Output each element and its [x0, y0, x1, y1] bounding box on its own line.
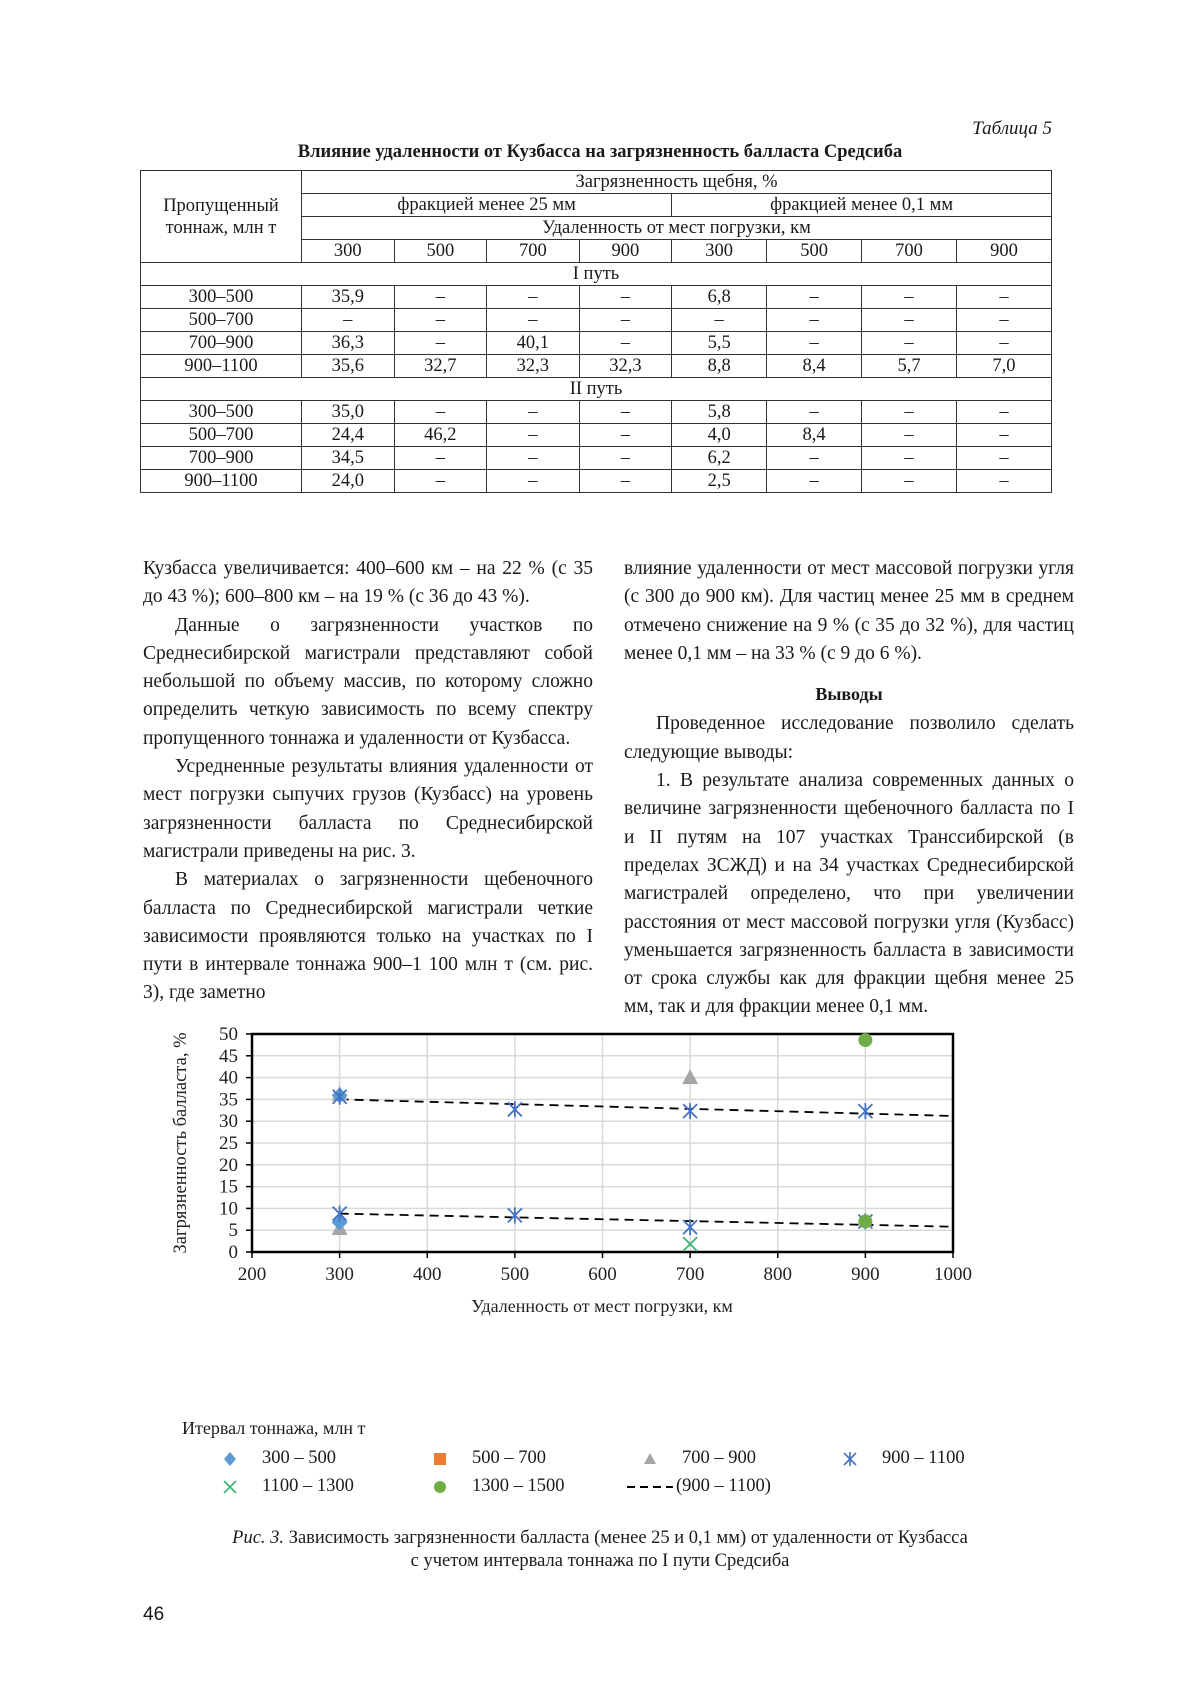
value-cell: 36,3: [302, 332, 395, 355]
value-cell: –: [394, 401, 487, 424]
value-cell: –: [956, 470, 1051, 493]
value-cell: 32,3: [579, 355, 672, 378]
value-cell: –: [767, 470, 862, 493]
table-row: [141, 401, 1052, 424]
legend-item: [212, 1448, 336, 1469]
header-distance-value: 900: [579, 240, 672, 263]
tonnage-cell: 500–700: [141, 424, 302, 447]
value-cell: –: [579, 309, 672, 332]
value-cell: –: [862, 401, 957, 424]
value-cell: –: [579, 470, 672, 493]
x-tick-label: 700: [675, 1264, 705, 1285]
x-tick-label: 500: [500, 1264, 530, 1285]
header-distance-value: 500: [394, 240, 487, 263]
value-cell: –: [862, 424, 957, 447]
value-cell: –: [302, 309, 395, 332]
legend-label: 900 – 1100: [882, 1448, 965, 1468]
y-tick-label: 20: [219, 1154, 238, 1176]
value-cell: 5,7: [862, 355, 957, 378]
value-cell: 46,2: [394, 424, 487, 447]
value-cell: –: [579, 332, 672, 355]
legend-item: [212, 1476, 354, 1497]
data-point-star: [508, 1207, 522, 1223]
legend-label: (900 – 1100): [676, 1476, 771, 1496]
value-cell: 35,9: [302, 286, 395, 309]
legend-label: 700 – 900: [682, 1448, 756, 1468]
tonnage-cell: 700–900: [141, 332, 302, 355]
value-cell: –: [956, 424, 1051, 447]
header-distance-value: 300: [672, 240, 767, 263]
legend-item: [832, 1448, 965, 1469]
y-tick-label: 0: [228, 1242, 238, 1263]
legend-item: [422, 1448, 546, 1469]
value-cell: –: [394, 470, 487, 493]
y-tick-label: 25: [219, 1133, 238, 1154]
header-tonnage: Пропущенный тоннаж, млн т: [141, 171, 302, 263]
legend-item-trendline: [626, 1476, 771, 1497]
value-cell: –: [487, 286, 580, 309]
paragraph: Усредненные результаты влияния удаленности от мест погрузки сыпучих грузов (Кузбасс) на уровень загрязненности балласта по Среднесибирской магистрали приведены на рис. 3.: [143, 756, 593, 862]
value-cell: –: [956, 332, 1051, 355]
y-tick-label: 5: [228, 1220, 238, 1242]
caption-line-2: с учетом интервала тоннажа по I пути Средсиба: [410, 1551, 790, 1571]
tonnage-cell: 700–900: [141, 447, 302, 470]
y-tick-label: 15: [219, 1176, 238, 1198]
value-cell: 6,8: [672, 286, 767, 309]
header-fraction-01: фракцией менее 0,1 мм: [672, 194, 1052, 217]
value-cell: –: [487, 401, 580, 424]
caption-line-1: Зависимость загрязненности балласта (менее 25 и 0,1 мм) от удаленности от Кузбасса: [288, 1528, 968, 1548]
section-title: II путь: [141, 378, 1052, 401]
value-cell: 8,8: [672, 355, 767, 378]
y-tick-label: 35: [219, 1089, 238, 1111]
value-cell: 4,0: [672, 424, 767, 447]
value-cell: 5,8: [672, 401, 767, 424]
value-cell: 24,4: [302, 424, 395, 447]
x-tick-label: 1000: [934, 1264, 972, 1285]
value-cell: –: [487, 424, 580, 447]
x-tick-label: 900: [851, 1264, 880, 1285]
table-row: [141, 470, 1052, 493]
value-cell: 6,2: [672, 447, 767, 470]
header-distance-value: 500: [767, 240, 862, 263]
y-tick-label: 45: [219, 1045, 238, 1067]
y-axis-label: Загрязненность балласта, %: [171, 1032, 191, 1254]
legend-label: 300 – 500: [262, 1448, 336, 1468]
header-distance-value: 900: [956, 240, 1051, 263]
header-fraction-25: фракцией менее 25 мм: [302, 194, 672, 217]
paragraph: Проведенное исследование позволило сделать следующие выводы:: [624, 713, 1074, 763]
value-cell: 40,1: [487, 332, 580, 355]
x-tick-label: 200: [237, 1264, 267, 1285]
table-row: [141, 355, 1052, 378]
x-tick-label: 600: [588, 1264, 617, 1285]
table-row: [141, 309, 1052, 332]
value-cell: 35,6: [302, 355, 395, 378]
value-cell: –: [862, 470, 957, 493]
data-point-triangle: [682, 1069, 698, 1084]
value-cell: –: [487, 470, 580, 493]
value-cell: –: [767, 286, 862, 309]
tonnage-cell: 300–500: [141, 401, 302, 424]
value-cell: –: [487, 309, 580, 332]
page-number: 46: [143, 1604, 165, 1625]
conclusions-heading: Выводы: [815, 684, 883, 705]
x-tick-label: 400: [413, 1264, 442, 1285]
y-tick-label: 50: [219, 1024, 238, 1045]
value-cell: –: [767, 332, 862, 355]
value-cell: –: [956, 309, 1051, 332]
value-cell: –: [579, 424, 672, 447]
x-axis-label: Удаленность от мест погрузки, км: [471, 1296, 733, 1316]
y-tick-label: 30: [219, 1111, 238, 1133]
data-point-star: [508, 1101, 522, 1117]
legend-star-icon: [832, 1449, 868, 1469]
value-cell: –: [394, 309, 487, 332]
legend-item: [422, 1476, 565, 1497]
data-point-star: [683, 1103, 697, 1119]
tonnage-cell: 500–700: [141, 309, 302, 332]
value-cell: 8,4: [767, 424, 862, 447]
legend-x-icon: [212, 1477, 248, 1497]
value-cell: –: [394, 332, 487, 355]
text-column-right: [624, 555, 1074, 1022]
header-contamination: Загрязненность щебня, %: [302, 171, 1052, 194]
paragraph: влияние удаленности от мест массовой погрузки угля (с 300 до 900 км). Для частиц менее 25 мм в среднем отмечено снижение на 9 % (с 35 до 32 %), для частиц менее 0,1 мм – на 33 % (с 9 до 6 %).: [624, 558, 1074, 664]
y-tick-label: 40: [219, 1067, 238, 1089]
value-cell: 5,5: [672, 332, 767, 355]
value-cell: 32,7: [394, 355, 487, 378]
data-point-circle: [858, 1214, 872, 1228]
text-column-left: [143, 555, 593, 1008]
value-cell: 24,0: [302, 470, 395, 493]
legend-label: 1100 – 1300: [262, 1476, 354, 1496]
header-distance: Удаленность от мест погрузки, км: [302, 217, 1052, 240]
value-cell: –: [487, 447, 580, 470]
legend-triangle-icon: [632, 1449, 668, 1469]
value-cell: –: [579, 447, 672, 470]
x-tick-label: 300: [325, 1264, 354, 1285]
x-tick-label: 800: [763, 1264, 792, 1285]
value-cell: –: [394, 447, 487, 470]
legend-dashed-line-icon: [626, 1477, 674, 1497]
paragraph: 1. В результате анализа современных данных о величине загрязненности щебеночного балласта по I и II путям на 107 участках Транссибирской (в пределах ЗСЖД) и на 34 участках Среднесибирской магистралей определено, что при увеличении расстояния от мест массовой погрузки угля (Кузбасс) уменьшается загрязненность балласта в зависимости от срока службы как для фракции щебня менее 25 мм, так и для фракции менее 0,1 мм.: [624, 770, 1074, 1018]
value-cell: 8,4: [767, 355, 862, 378]
tonnage-cell: 900–1100: [141, 470, 302, 493]
paragraph: В материалах о загрязненности щебеночного балласта по Среднесибирской магистрали четкие зависимости проявляются только на участках по I пути в интервале тоннажа 900–1 100 млн т (см. рис. 3), где заметно: [143, 869, 593, 1004]
value-cell: –: [767, 447, 862, 470]
value-cell: –: [767, 309, 862, 332]
table-title: Влияние удаленности от Кузбасса на загрязненность балласта Средсиба: [297, 142, 903, 162]
value-cell: –: [579, 401, 672, 424]
table-row: [141, 447, 1052, 470]
legend-circle-icon: [422, 1477, 458, 1497]
value-cell: –: [862, 309, 957, 332]
y-tick-label: 10: [219, 1198, 238, 1220]
figure-caption: [140, 1527, 1060, 1573]
section-row: [141, 378, 1052, 401]
legend-diamond-icon: [212, 1449, 248, 1469]
tonnage-cell: 900–1100: [141, 355, 302, 378]
header-distance-value: 700: [862, 240, 957, 263]
paragraph: Кузбасса увеличивается: 400–600 км – на 22 % (с 35 до 43 %); 600–800 км – на 19 % (с 36 до 43 %).: [143, 558, 593, 608]
legend-label: 1300 – 1500: [472, 1476, 565, 1496]
value-cell: 34,5: [302, 447, 395, 470]
legend-title: Итервал тоннажа, млн т: [182, 1418, 366, 1438]
value-cell: –: [862, 332, 957, 355]
data-point-star: [683, 1219, 697, 1235]
value-cell: 35,0: [302, 401, 395, 424]
value-cell: –: [862, 447, 957, 470]
table-row: [141, 286, 1052, 309]
legend-square-icon: [422, 1449, 458, 1469]
section-row: [141, 263, 1052, 286]
legend-label: 500 – 700: [472, 1448, 546, 1468]
paragraph: Данные о загрязненности участков по Среднесибирской магистрали представляют собой небольшой по объему массив, по которому сложно определить четкую зависимость по всему спектру пропущенного тоннажа и удаленности от Кузбасса.: [143, 614, 593, 749]
table-number-label: Таблица 5: [972, 118, 1052, 139]
value-cell: –: [956, 447, 1051, 470]
value-cell: –: [767, 401, 862, 424]
contamination-table: [140, 170, 1052, 493]
value-cell: 32,3: [487, 355, 580, 378]
value-cell: –: [956, 286, 1051, 309]
figure-number: Рис. 3.: [232, 1528, 285, 1548]
tonnage-cell: 300–500: [141, 286, 302, 309]
value-cell: –: [579, 286, 672, 309]
scatter-chart: [170, 1020, 1070, 1440]
value-cell: –: [956, 401, 1051, 424]
header-distance-value: 700: [487, 240, 580, 263]
value-cell: –: [862, 286, 957, 309]
value-cell: –: [672, 309, 767, 332]
value-cell: 7,0: [956, 355, 1051, 378]
header-distance-value: 300: [302, 240, 395, 263]
table-row: [141, 424, 1052, 447]
data-point-circle: [858, 1033, 872, 1047]
value-cell: 2,5: [672, 470, 767, 493]
table-row: [141, 332, 1052, 355]
section-title: I путь: [141, 263, 1052, 286]
value-cell: –: [394, 286, 487, 309]
legend-item: [632, 1448, 756, 1469]
data-point-star: [858, 1103, 872, 1119]
